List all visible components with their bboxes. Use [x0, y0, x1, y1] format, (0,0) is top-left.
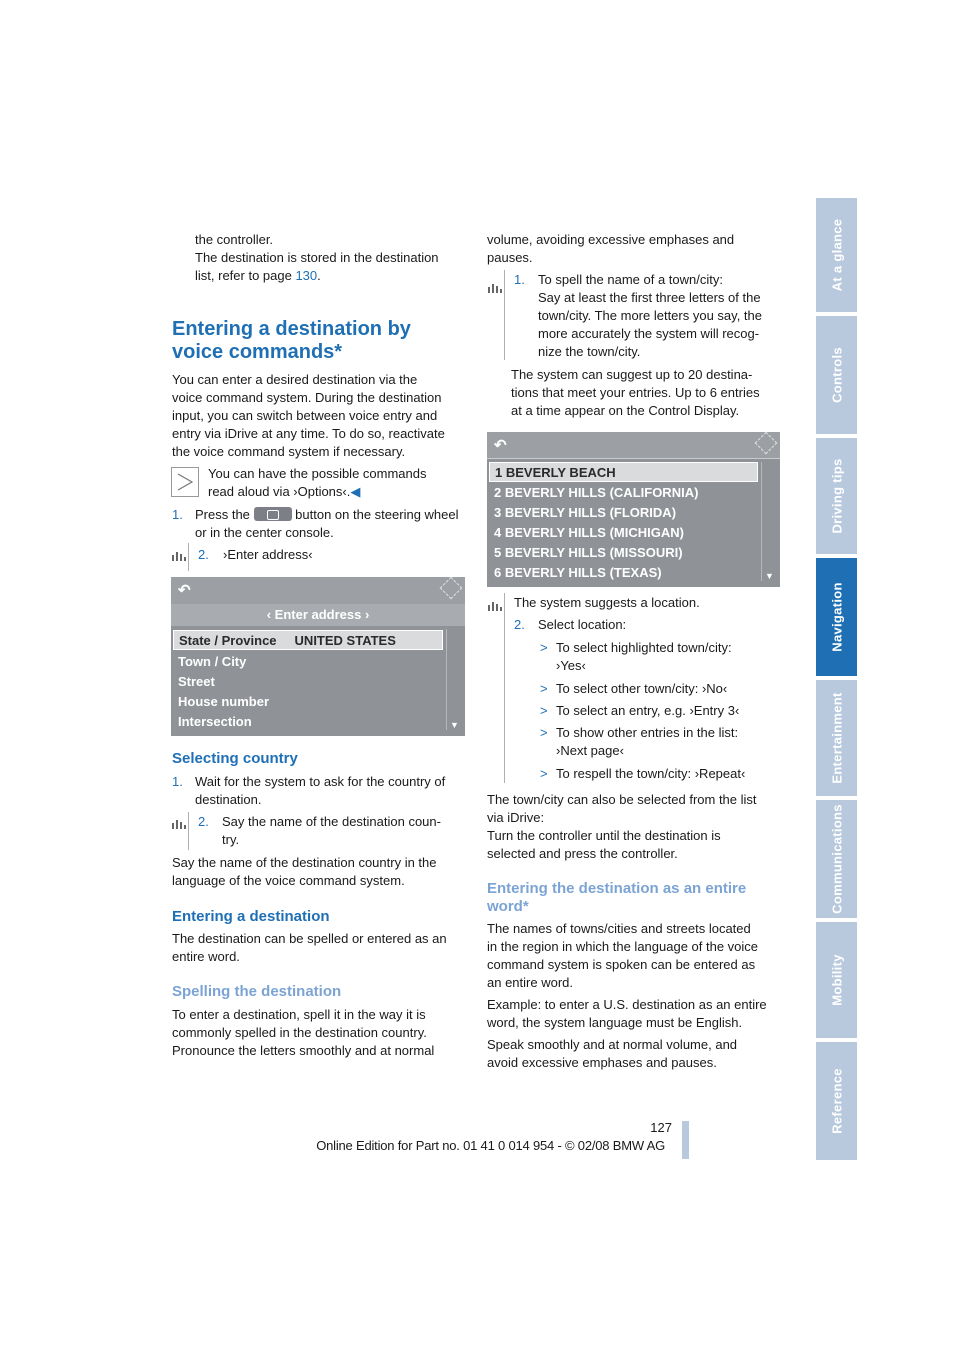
subheading-entering-destination: Entering a destination [172, 908, 330, 925]
bullet-item [556, 639, 732, 675]
bullet-marker: > [540, 681, 548, 696]
step-text-part: Press the [195, 507, 250, 522]
text-line: an entire word. [487, 975, 573, 990]
text-line: tions that meet your entries. Up to 6 entries [511, 385, 760, 400]
sidebar-tab-driving-tips[interactable] [816, 438, 857, 554]
text-line: command system is spoken can be entered as [487, 957, 756, 972]
voice-command-icon [487, 280, 503, 294]
compass-icon [755, 432, 778, 454]
intro-text: list, refer to page [195, 268, 296, 283]
text-line: Pronounce the letters smoothly and at normal [172, 1043, 435, 1058]
sidebar-tab-label: Communications [829, 804, 844, 914]
text-line: entry via iDrive at any time. To do so, reactivate [172, 426, 445, 441]
note-text: You can have the possible commands [208, 466, 427, 481]
paragraph [511, 366, 760, 420]
bullet-item: To select an entry, e.g. ›Entry 3‹ [556, 703, 740, 718]
step-text: destination. [195, 792, 262, 807]
edition-footer: Online Edition for Part no. 01 41 0 014 954 - © 02/08 BMW AG [316, 1138, 665, 1153]
text-line: town/city. The more letters you say, the [538, 308, 762, 323]
subheading-selecting-country: Selecting country [172, 750, 298, 767]
text-line: at a time appear on the Control Display. [511, 403, 740, 418]
display-header [171, 577, 465, 605]
text-line: Say the name of the destination country in the [172, 855, 437, 870]
menu-item-house-number[interactable]: House number [178, 694, 270, 709]
bullet-item: To select other town/city: ›No‹ [556, 681, 728, 696]
text-line: the voice command system if necessary. [172, 444, 406, 459]
menu-item-state[interactable] [173, 630, 443, 650]
scrollbar[interactable]: ▼ [446, 629, 461, 730]
bullet-marker: > [540, 766, 548, 781]
sidebar-tab-label: Navigation [829, 582, 844, 652]
text-line: via iDrive: [487, 810, 545, 825]
bullet-marker: > [540, 703, 548, 718]
step-number: 1. [514, 272, 525, 287]
step-number: 2. [198, 814, 209, 829]
step-text: or in the center console. [195, 525, 334, 540]
text-line: volume, avoiding excessive emphases and [487, 232, 735, 247]
sidebar-tab-communications[interactable] [816, 800, 857, 918]
menu-item-intersection[interactable]: Intersection [178, 714, 252, 729]
subheading-spelling: Spelling the destination [172, 983, 342, 1000]
destination-entry[interactable]: 4 BEVERLY HILLS (MICHIGAN) [494, 525, 684, 540]
menu-item-town[interactable]: Town / City [178, 654, 247, 669]
talk-button-icon [254, 507, 292, 521]
sidebar-tab-at-a-glance[interactable] [816, 198, 857, 312]
intro-paragraph [172, 371, 467, 461]
intro-text: . [317, 268, 321, 283]
paragraph [172, 930, 447, 966]
text-line: entire word. [172, 949, 240, 964]
paragraph [487, 1036, 737, 1072]
bullet-marker: > [540, 640, 548, 655]
back-arrow-icon[interactable]: ↶ [178, 582, 191, 599]
back-arrow-icon[interactable]: ↶ [494, 437, 507, 454]
text-line: To show other entries in the list: [556, 725, 739, 740]
text-line: pauses. [487, 250, 533, 265]
step-text [195, 506, 459, 524]
sidebar-tab-label: Driving tips [829, 458, 844, 534]
sidebar-tab-label: Controls [829, 347, 844, 403]
sidebar-tab-controls[interactable] [816, 316, 857, 434]
end-marker: ◀ [350, 484, 361, 499]
intro-line: the controller. [195, 232, 274, 247]
text-line: nize the town/city. [538, 344, 641, 359]
step-number: 2. [198, 547, 209, 562]
control-display-enter-address [171, 577, 465, 736]
step-text: Say the name of the destination coun- [222, 814, 441, 829]
note-icon [171, 467, 199, 497]
text-line: language of the voice command system. [172, 873, 405, 888]
control-display-destination-list [487, 432, 780, 587]
text-line: To enter a destination, spell it in the way it is [172, 1007, 426, 1022]
sidebar-tab-label: At a glance [829, 218, 844, 292]
step-text-part: button on the steering wheel [295, 507, 459, 522]
voice-command-icon [487, 598, 503, 612]
paragraph [172, 854, 437, 890]
voice-command-icon [171, 816, 187, 830]
step-number: 2. [514, 617, 525, 632]
step-text: try. [222, 832, 240, 847]
subheading-entire-word: word* [487, 898, 529, 915]
sidebar-tab-label: Mobility [829, 954, 844, 1006]
destination-entry[interactable]: 6 BEVERLY HILLS (TEXAS) [494, 565, 662, 580]
text-line: ›Next page‹ [556, 743, 624, 758]
step-text: ›Enter address‹ [223, 547, 313, 562]
destination-entry[interactable]: 3 BEVERLY HILLS (FLORIDA) [494, 505, 677, 520]
text-line: commonly spelled in the destination country. [172, 1025, 427, 1040]
paragraph [487, 996, 767, 1032]
menu-title[interactable]: ‹ Enter address › [171, 604, 465, 626]
voice-command-icon [171, 548, 187, 562]
subheading-entire-word: Entering the destination as an entire [487, 880, 747, 897]
display-header [487, 432, 780, 459]
text-line: Example: to enter a U.S. destination as an entire [487, 997, 767, 1012]
bullet-marker: > [540, 725, 548, 740]
text-line: selected and press the controller. [487, 846, 678, 861]
scrollbar[interactable]: ▼ [761, 462, 776, 581]
section-heading: Entering a destination by [172, 318, 411, 340]
text-line: Say at least the first three letters of the [538, 290, 761, 305]
text-line: The system can suggest up to 20 destina- [511, 367, 753, 382]
text-line: avoid excessive emphases and pauses. [487, 1055, 717, 1070]
note-text-line: read aloud via ›Options‹. [208, 484, 351, 499]
text-line: word, the system language must be English. [487, 1015, 743, 1030]
destination-entry[interactable]: 1 BEVERLY BEACH [489, 462, 758, 482]
intro-line [195, 267, 321, 285]
sidebar-tab-label: Entertainment [829, 692, 844, 784]
paragraph [487, 920, 758, 992]
text-line: voice command system. During the destination [172, 390, 442, 405]
sidebar-tab-navigation[interactable] [816, 558, 857, 676]
step-text [538, 271, 762, 361]
text-line: Speak smoothly and at normal volume, and [487, 1037, 738, 1052]
text-line: The names of towns/cities and streets located [487, 921, 751, 936]
destination-entry[interactable]: 5 BEVERLY HILLS (MISSOURI) [494, 545, 683, 560]
step-number: 1. [172, 507, 183, 522]
sidebar-tab-mobility[interactable] [816, 922, 857, 1038]
compass-icon [440, 577, 463, 599]
text-line: To select highlighted town/city: [556, 640, 732, 655]
bullet-item [556, 724, 738, 760]
note-text [208, 483, 360, 501]
page-number: 127 [650, 1120, 672, 1135]
paragraph [487, 231, 734, 267]
paragraph [487, 791, 757, 863]
sidebar-tab-entertainment[interactable] [816, 680, 857, 796]
text-line: The destination can be spelled or entered as an [172, 931, 447, 946]
system-suggestion: The system suggests a location. [514, 595, 700, 610]
menu-item-label: State / Province [179, 633, 277, 648]
paragraph [172, 1006, 434, 1060]
text-line: Turn the controller until the destination is [487, 828, 721, 843]
step-number: 1. [172, 774, 183, 789]
footer-accent-bar [682, 1121, 689, 1159]
destination-entry[interactable]: 2 BEVERLY HILLS (CALIFORNIA) [494, 485, 699, 500]
text-line: ›Yes‹ [556, 658, 586, 673]
intro-line: The destination is stored in the destination [195, 250, 439, 265]
text-line: To spell the name of a town/city: [538, 272, 723, 287]
text-line: You can enter a desired destination via the [172, 372, 418, 387]
menu-item-street[interactable]: Street [178, 674, 215, 689]
text-line: input, you can switch between voice entry and [172, 408, 438, 423]
page-link-130[interactable]: 130 [295, 268, 318, 283]
section-heading: voice commands* [172, 341, 343, 363]
text-line: in the region in which the language of the voice [487, 939, 759, 954]
menu-item-value: UNITED STATES [294, 633, 396, 648]
step-text: Select location: [538, 617, 627, 632]
sidebar-tab-label: Reference [829, 1068, 844, 1134]
sidebar-tab-reference[interactable] [816, 1042, 857, 1160]
text-line: The town/city can also be selected from the list [487, 792, 757, 807]
step-text: Wait for the system to ask for the country of [195, 774, 446, 789]
text-line: more accurately the system will recog- [538, 326, 760, 341]
bullet-item: To respell the town/city: ›Repeat‹ [556, 766, 746, 781]
